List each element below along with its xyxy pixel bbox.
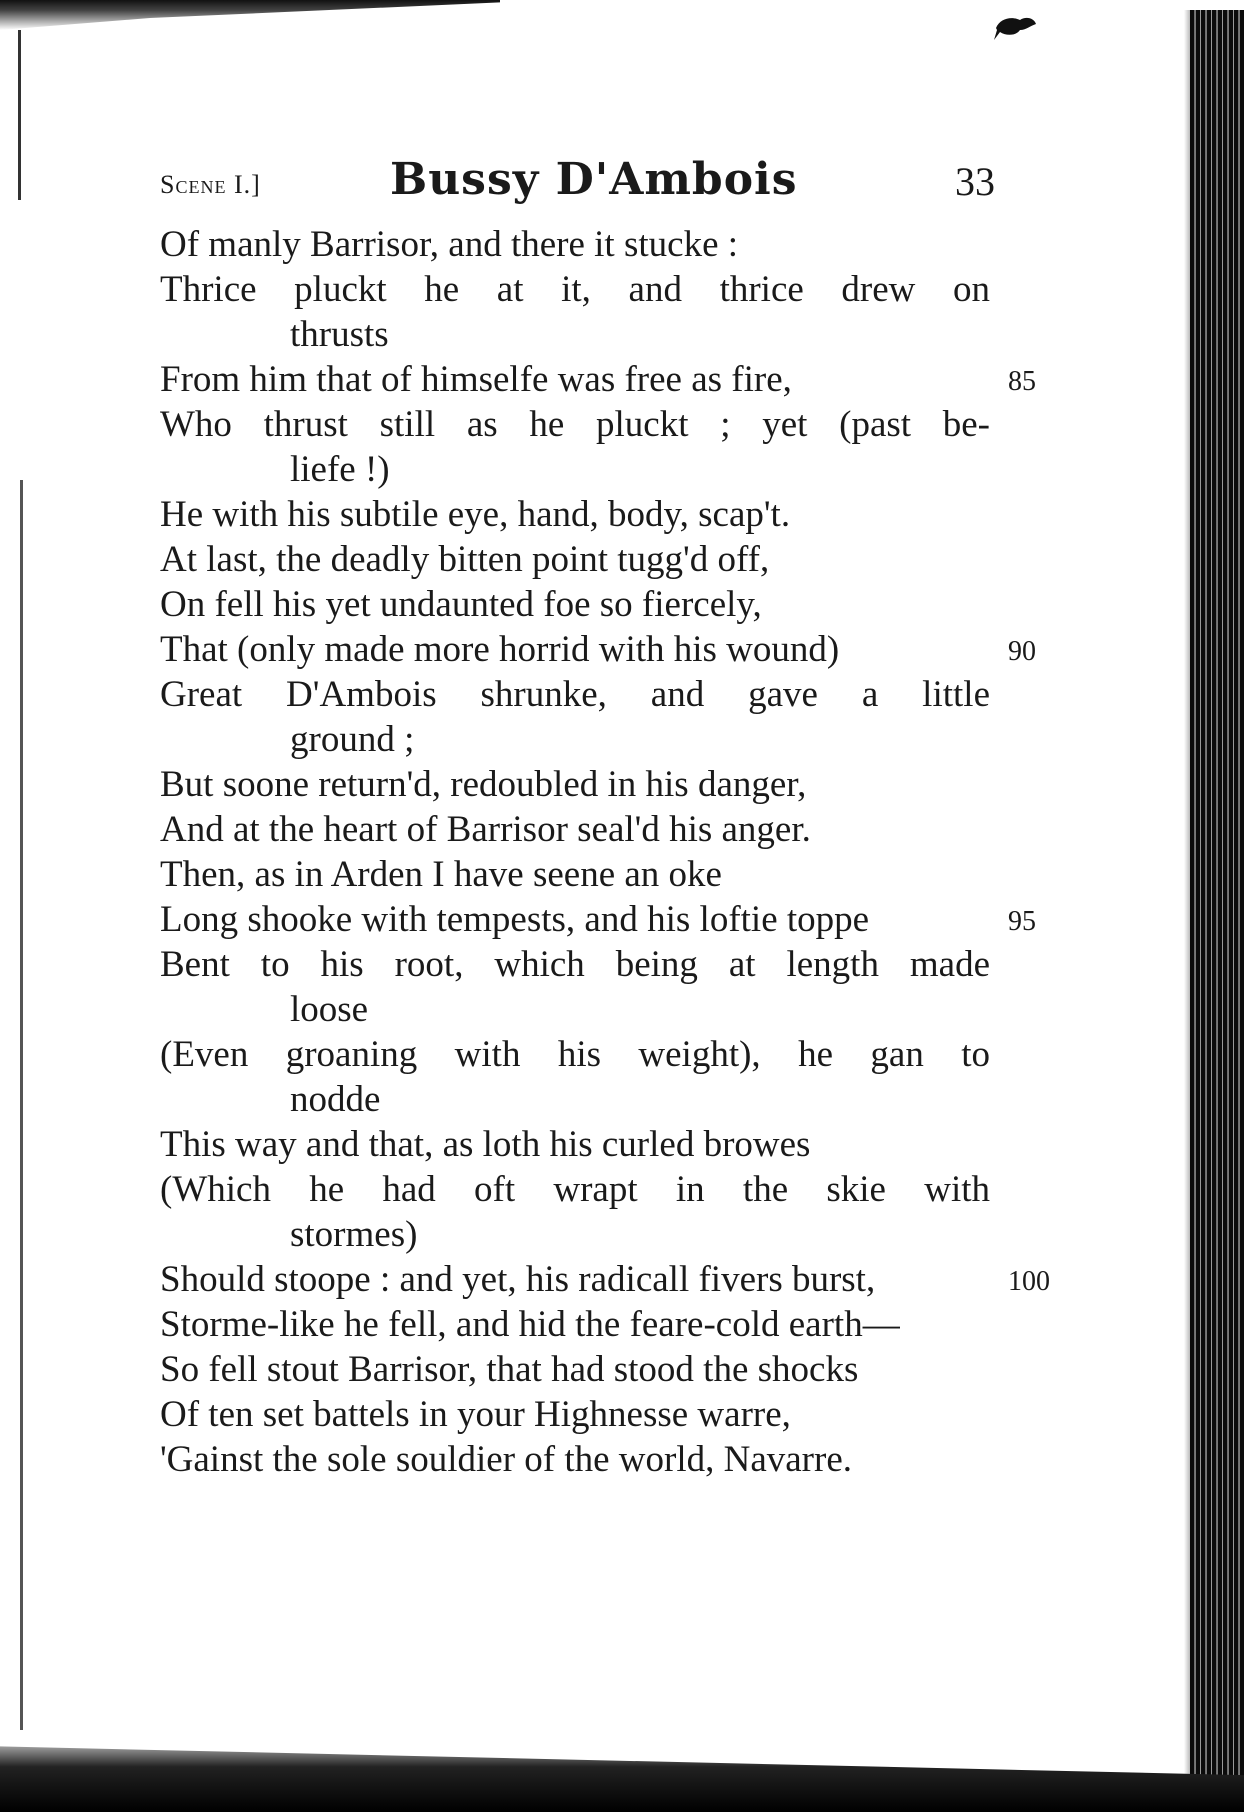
page-edge-shadow-bottom	[0, 1730, 1244, 1812]
verse-line	[160, 1392, 1020, 1437]
ink-blot-icon	[990, 10, 1038, 44]
verse-line-text: stormes)	[290, 1214, 418, 1255]
verse-line	[160, 582, 1020, 627]
verse-line	[160, 807, 1020, 852]
running-title: Bussy D'Ambois	[390, 154, 798, 205]
verse-line-text: loose	[290, 989, 369, 1030]
page-edge-line-left-lower	[20, 480, 23, 1730]
verse-line	[160, 1167, 1020, 1212]
verse-line	[160, 312, 1020, 357]
verse-line	[160, 447, 1020, 492]
verse-line-text: ground ;	[290, 719, 415, 760]
verse-line	[160, 492, 1020, 537]
verse-line	[160, 537, 1020, 582]
book-spine-edge	[1190, 10, 1244, 1785]
verse-line-text: Bent to his root, which being at length made	[160, 944, 990, 985]
verse-line-text: Should stoope : and yet, his radicall fivers burst,	[160, 1259, 876, 1300]
verse-line	[160, 1437, 1020, 1482]
page-edge-shadow-top	[0, 0, 500, 30]
verse-line	[160, 1347, 1020, 1392]
verse-line	[160, 672, 1020, 717]
scene-label: Scene I.]	[160, 170, 261, 199]
verse-line-text: Of ten set battels in your Highnesse warre,	[160, 1394, 791, 1435]
verse-line-text: At last, the deadly bitten point tugg'd off,	[160, 539, 770, 580]
verse-line-text: He with his subtile eye, hand, body, scap't.	[160, 494, 791, 535]
verse-line	[160, 222, 1020, 267]
running-header	[160, 150, 995, 210]
page-edge-line-left	[18, 30, 21, 200]
verse-line-text: Of manly Barrisor, and there it stucke :	[160, 224, 739, 265]
verse-line-text: Great D'Ambois shrunke, and gave a little	[160, 674, 990, 715]
verse-line	[160, 1212, 1020, 1257]
verse-line	[160, 1032, 1020, 1077]
verse-line-text: And at the heart of Barrisor seal'd his anger.	[160, 809, 811, 850]
verse-line	[160, 717, 1020, 762]
verse-line	[160, 267, 1020, 312]
line-number: 90	[1008, 636, 1036, 667]
verse-line-text: Storme-like he fell, and hid the feare-cold earth—	[160, 1304, 900, 1345]
verse-line-text: (Even groaning with his weight), he gan to	[160, 1034, 990, 1075]
line-number: 85	[1008, 366, 1036, 397]
verse-line	[160, 1077, 1020, 1122]
verse-line	[160, 942, 1020, 987]
verse-line-text: But soone return'd, redoubled in his danger,	[160, 764, 807, 805]
page-number: 33	[955, 159, 995, 204]
verse-line-text: thrusts	[290, 314, 389, 355]
verse-line	[160, 762, 1020, 807]
verse-line	[160, 1257, 1050, 1302]
verse-line-text: Then, as in Arden I have seene an oke	[160, 854, 722, 895]
verse-line	[160, 852, 1020, 897]
verse-line-text: 'Gainst the sole souldier of the world, Navarre.	[160, 1439, 852, 1480]
verse-line-text: So fell stout Barrisor, that had stood the shocks	[160, 1349, 859, 1390]
verse-line-text: Who thrust still as he pluckt ; yet (past be-	[160, 404, 990, 445]
verse-line-text: nodde	[290, 1079, 381, 1120]
verse-line-text: liefe !)	[290, 449, 390, 490]
verse-line-text: Thrice pluckt he at it, and thrice drew on	[160, 269, 990, 310]
verse-line-text: That (only made more horrid with his wound)	[160, 629, 840, 670]
verse-line	[160, 1122, 1020, 1167]
verse-line	[160, 402, 1020, 447]
verse-line	[160, 627, 1036, 672]
verse-line-text: From him that of himselfe was free as fire,	[160, 359, 792, 400]
verse-block	[160, 222, 1050, 1482]
verse-line-text: On fell his yet undaunted foe so fiercely,	[160, 584, 762, 625]
verse-line-text: This way and that, as loth his curled browes	[160, 1124, 811, 1165]
verse-line	[160, 357, 1036, 402]
line-number: 95	[1008, 906, 1036, 937]
verse-line-text: Long shooke with tempests, and his loftie toppe	[160, 899, 870, 940]
verse-line	[160, 1302, 1020, 1347]
line-number: 100	[1008, 1266, 1050, 1297]
verse-line	[160, 987, 1020, 1032]
verse-line	[160, 897, 1036, 942]
verse-line-text: (Which he had oft wrapt in the skie with	[160, 1169, 990, 1210]
